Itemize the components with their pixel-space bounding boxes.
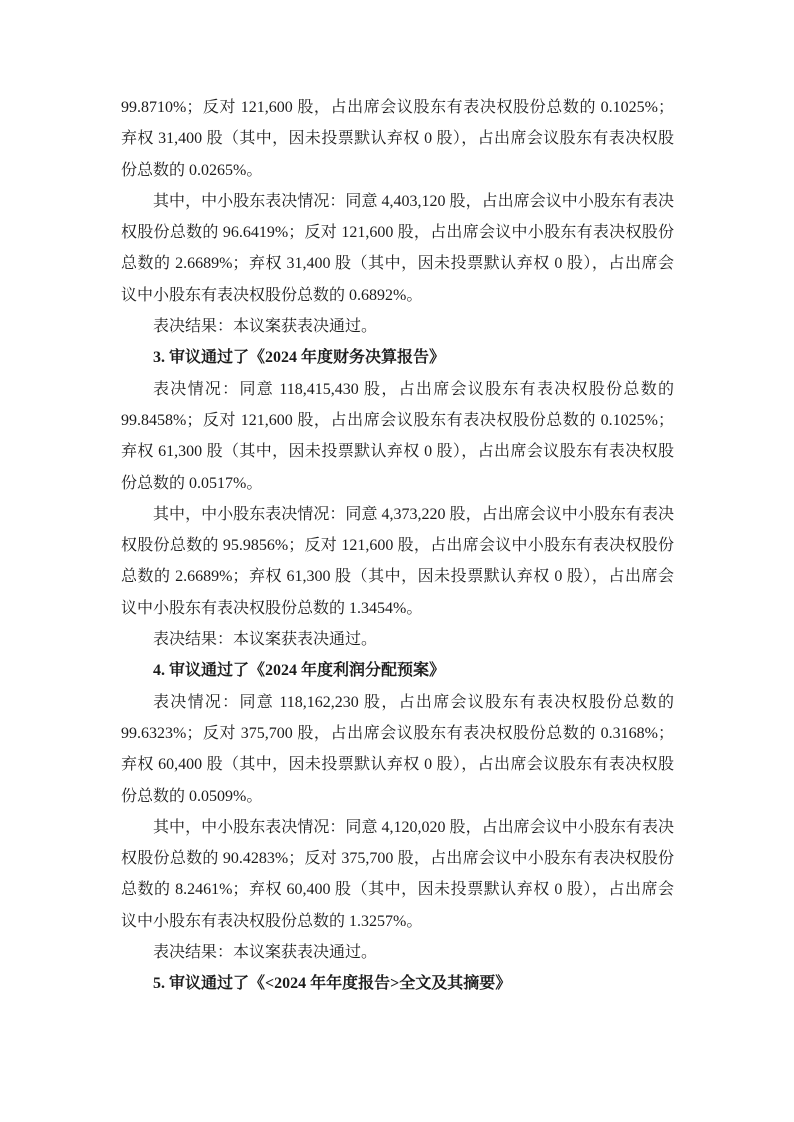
- text-line: 总数的 2.6689%；弃权 31,400 股（其中，因未投票默认弃权 0 股），占出席会: [121, 255, 674, 273]
- text-line: 权股份总数的 96.6419%；反对 121,600 股，占出席会议中小股东有表决权股份: [121, 224, 674, 242]
- text-line: 99.6323%；反对 375,700 股，占出席会议股东有表决权股份总数的 0.3168%；: [121, 724, 674, 742]
- text-line: 弃权 31,400 股（其中，因未投票默认弃权 0 股），占出席会议股东有表决权股: [121, 130, 674, 148]
- text-line: 份总数的 0.0517%。: [121, 474, 263, 492]
- text-line: 议中小股东有表决权股份总数的 1.3454%。: [121, 599, 423, 617]
- item4-minority-vote: [121, 812, 674, 937]
- text-line: 份总数的 0.0265%。: [121, 161, 263, 179]
- item3-vote-result: [121, 624, 674, 655]
- text-line: 其中，中小股东表决情况：同意 4,403,120 股，占出席会议中小股东有表决: [153, 192, 674, 210]
- text-line: 议中小股东有表决权股份总数的 0.6892%。: [121, 286, 423, 304]
- text-line: 权股份总数的 90.4283%；反对 375,700 股，占出席会议中小股东有表决权股份: [121, 850, 674, 868]
- text-line: 表决结果：本议案获表决通过。: [153, 944, 378, 962]
- text-line: 表决情况：同意 118,162,230 股，占出席会议股东有表决权股份总数的: [153, 693, 674, 711]
- item3-heading: [121, 342, 674, 373]
- text-line: 表决情况：同意 118,415,430 股，占出席会议股东有表决权股份总数的: [153, 380, 674, 398]
- text-line: 份总数的 0.0509%。: [121, 787, 263, 805]
- item3-minority-vote: [121, 499, 674, 624]
- item5-heading: [121, 968, 674, 999]
- text-line: 表决结果：本议案获表决通过。: [153, 631, 378, 649]
- item3-overall-vote: [121, 374, 674, 499]
- item4-overall-vote: [121, 687, 674, 812]
- item4-vote-result: [121, 937, 674, 968]
- text-line: 议中小股东有表决权股份总数的 1.3257%。: [121, 912, 423, 930]
- text-line: 总数的 8.2461%；弃权 60,400 股（其中，因未投票默认弃权 0 股），占出席会: [121, 881, 674, 899]
- text-line: 其中，中小股东表决情况：同意 4,373,220 股，占出席会议中小股东有表决: [153, 505, 674, 523]
- text-line: 总数的 2.6689%；弃权 61,300 股（其中，因未投票默认弃权 0 股），占出席会: [121, 568, 674, 586]
- item2-overall-vote-continuation: [121, 92, 674, 186]
- text-line: 弃权 60,400 股（其中，因未投票默认弃权 0 股），占出席会议股东有表决权股: [121, 756, 674, 774]
- heading-line: 4. 审议通过了《2024 年度利润分配预案》: [153, 662, 446, 680]
- heading-line: 5. 审议通过了《<2024 年年度报告>全文及其摘要》: [153, 975, 512, 993]
- text-line: 表决结果：本议案获表决通过。: [153, 318, 378, 336]
- text-line: 99.8710%；反对 121,600 股，占出席会议股东有表决权股份总数的 0.1025%；: [121, 99, 674, 116]
- item4-heading: [121, 655, 674, 686]
- heading-line: 3. 审议通过了《2024 年度财务决算报告》: [153, 349, 446, 367]
- text-line: 权股份总数的 95.9856%；反对 121,600 股，占出席会议中小股东有表决权股份: [121, 537, 674, 555]
- item2-minority-vote: [121, 186, 674, 311]
- text-line: 其中，中小股东表决情况：同意 4,120,020 股，占出席会议中小股东有表决: [153, 818, 674, 836]
- item2-vote-result: [121, 311, 674, 342]
- text-line: 99.8458%；反对 121,600 股，占出席会议股东有表决权股份总数的 0.1025%；: [121, 411, 674, 429]
- text-line: 弃权 61,300 股（其中，因未投票默认弃权 0 股），占出席会议股东有表决权股: [121, 443, 674, 461]
